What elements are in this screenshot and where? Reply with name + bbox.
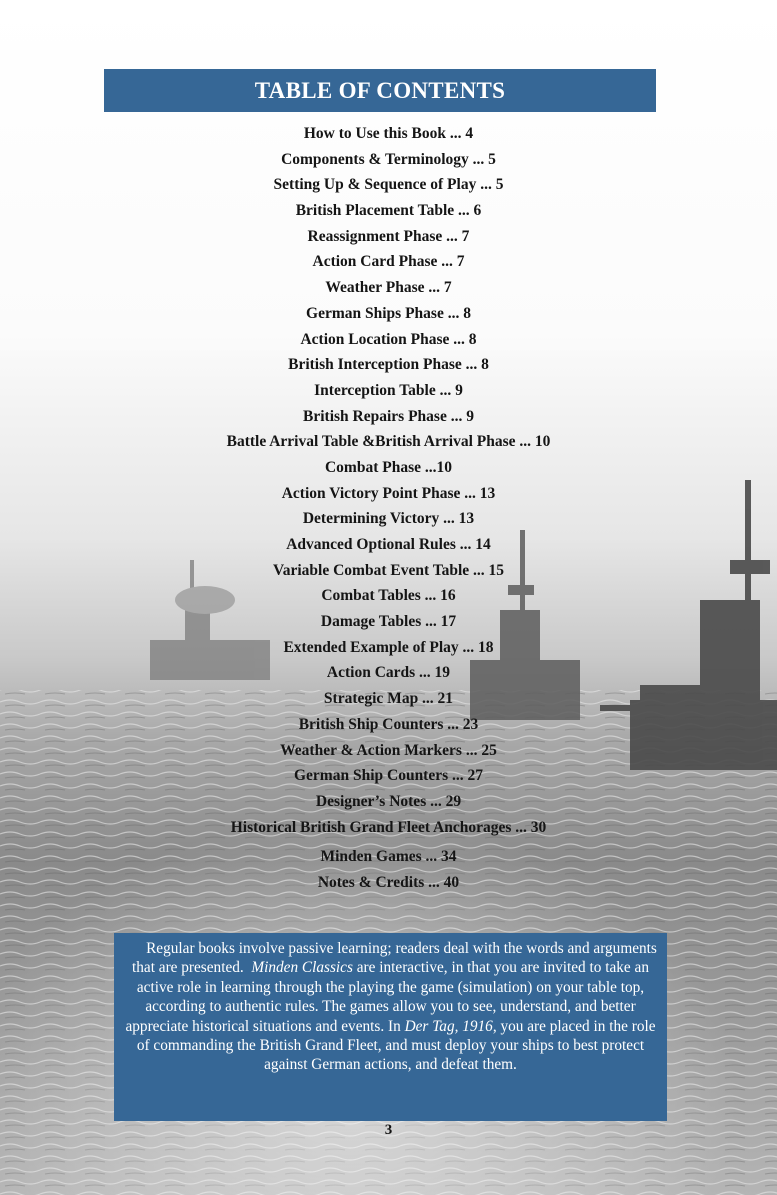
toc-entry[interactable]: British Ship Counters ... 23 (298, 715, 479, 733)
toc-entry[interactable]: Advanced Optional Rules ... 14 (286, 536, 491, 553)
toc-entry[interactable]: Minden Games ... 34 (320, 848, 457, 866)
toc-entry[interactable]: Weather Phase ... 7 (325, 279, 452, 297)
toc-list (0, 121, 777, 896)
toc-entry[interactable]: Damage Tables ... 17 (320, 613, 457, 631)
toc-entry[interactable]: British Placement Table ... 6 (295, 202, 482, 220)
toc-entry[interactable]: Weather & Action Markers ... 25 (280, 741, 497, 759)
intro-game-title: Der Tag, 1916 (404, 1017, 493, 1035)
page-title: TABLE OF CONTENTS (254, 77, 506, 103)
toc-entry[interactable]: Reassignment Phase ... 7 (307, 227, 470, 245)
intro-series-name: Minden Classics (251, 959, 353, 977)
toc-entry[interactable]: Variable Combat Event Table ... 15 (272, 561, 505, 579)
toc-entry[interactable]: British Interception Phase ... 8 (288, 356, 489, 374)
toc-entry[interactable]: German Ship Counters ... 27 (293, 767, 484, 785)
toc-entry[interactable]: Extended Example of Play ... 18 (283, 638, 494, 656)
toc-entry[interactable]: Determining Victory ... 13 (302, 510, 475, 528)
toc-entry[interactable]: Notes & Credits ... 40 (317, 873, 460, 891)
toc-entry[interactable]: Designer’s Notes ... 29 (315, 792, 462, 810)
intro-text-part3: , you are placed in the role of commanding the British Grand Fleet, and must deploy your ships to best protect against German actions, and defeat them. (136, 1017, 656, 1074)
toc-entry[interactable]: Historical British Grand Fleet Anchorages ... 30 (230, 818, 547, 836)
toc-entry[interactable]: British Repairs Phase ... 9 (303, 407, 474, 425)
toc-entry[interactable]: Setting Up & Sequence of Play ... 5 (273, 176, 504, 194)
intro-text-part2: are interactive, in that you are invited to take an active role in learning through the playing the game (simulation) on your table top, according to authentic rules. The games allow you to see, understand, and better appreciate historical situations and events. In (125, 959, 649, 1035)
intro-text-part1: Regular books involve passive learning; readers deal with the words and arguments that are presented. (132, 940, 657, 977)
toc-entry[interactable]: Action Location Phase ... 8 (300, 330, 477, 348)
toc-entry[interactable]: How to Use this Book ... 4 (303, 125, 474, 142)
toc-entry[interactable]: Action Cards ... 19 (326, 664, 451, 682)
toc-entry[interactable]: Action Victory Point Phase ... 13 (281, 484, 496, 502)
intro-text-box (114, 933, 667, 1121)
toc-title-bar (104, 69, 656, 112)
toc-entry[interactable]: Strategic Map ... 21 (323, 690, 454, 708)
toc-entry[interactable]: Action Card Phase ... 7 (312, 253, 465, 271)
toc-entry[interactable]: Components & Terminology ... 5 (281, 150, 496, 168)
toc-entry[interactable]: German Ships Phase ... 8 (306, 304, 471, 322)
toc-entry[interactable]: Interception Table ... 9 (314, 381, 463, 399)
page-number: 3 (384, 1122, 393, 1138)
toc-entry[interactable]: Battle Arrival Table &British Arrival Phase ... 10 (226, 433, 551, 451)
toc-entry[interactable]: Combat Phase ...10 (324, 458, 452, 476)
toc-entry[interactable]: Combat Tables ... 16 (321, 587, 456, 605)
